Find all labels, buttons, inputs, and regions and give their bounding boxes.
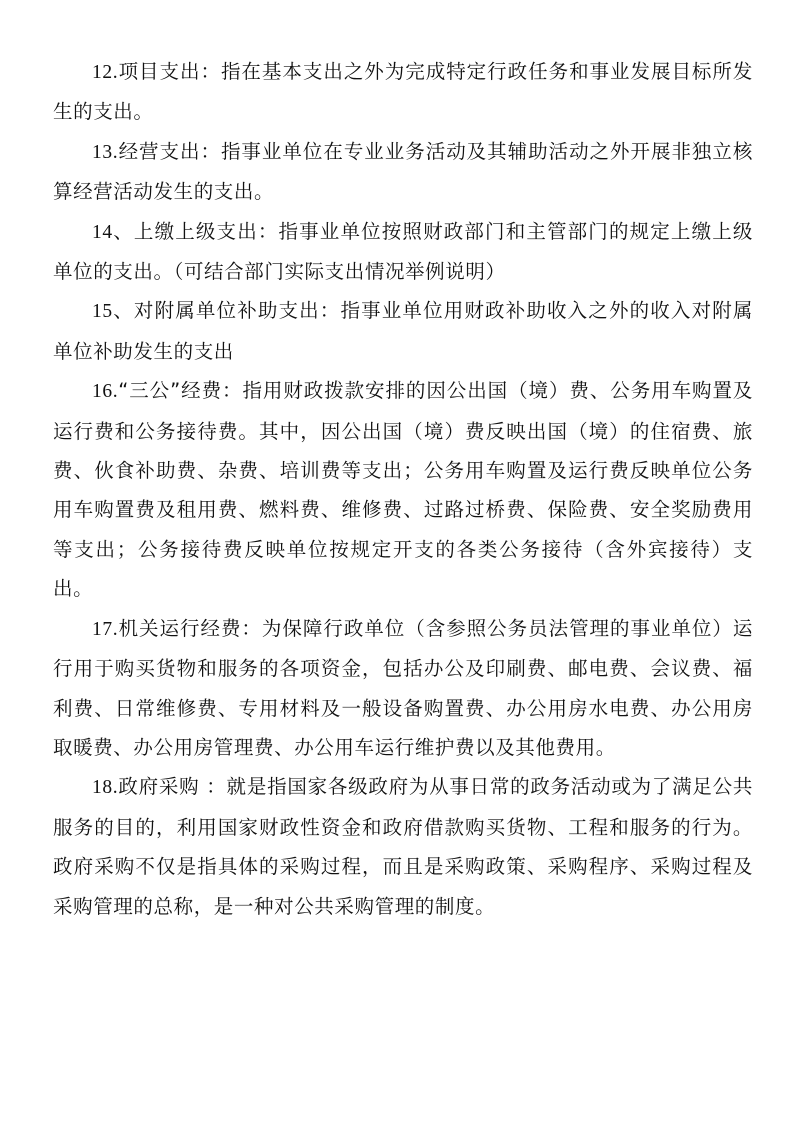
paragraph-text: 项目支出：指在基本支出之外为完成特定行政任务和事业发展目标所发生的支出。 bbox=[53, 60, 753, 124]
paragraph-text: 上缴上级支出：指事业单位按照财政部门和主管部门的规定上缴上级单位的支出。（可结合部门实际支出情况举例说明） bbox=[53, 219, 753, 284]
paragraph-text: 对附属单位补助支出：指事业单位用财政补助收入之外的收入对附属单位补助发生的支出 bbox=[53, 299, 753, 363]
paragraph-text: “三公”经费：指用财政拨款安排的因公出国（境）费、公务用车购置及运行费和公务接待费。其中，因公出国（境）费反映出国（境）的住宿费、旅费、伙食补助费、杂费、培训费等支出；公务用车购置及运行费反映单位公务用车购置费及租用费、燃料费、维修费、过路过桥费、保险费、安全奖励费用等支出；公务接待费反映单位按规定开支的各类公务接待（含外宾接待）支出。 bbox=[53, 379, 753, 601]
paragraph-item-18 bbox=[53, 767, 753, 926]
paragraph-item-12 bbox=[53, 52, 753, 132]
paragraph-number: 14、 bbox=[92, 221, 134, 243]
paragraph-item-16 bbox=[53, 371, 753, 608]
paragraph-number: 16. bbox=[92, 381, 119, 403]
paragraph-number: 15、 bbox=[92, 301, 134, 323]
document-body bbox=[53, 52, 753, 926]
paragraph-text: 机关运行经费：为保障行政单位（含参照公务员法管理的事业单位）运行用于购买货物和服务的各项资金，包括办公及印刷费、邮电费、会议费、福利费、日常维修费、专用材料及一般设备购置费、办公用房水电费、办公用房取暖费、办公用房管理费、办公用车运行维护费以及其他费用。 bbox=[53, 616, 753, 759]
paragraph-item-13 bbox=[53, 132, 753, 212]
paragraph-item-15 bbox=[53, 291, 753, 371]
paragraph-text: 政府采购 ：就是指国家各级政府为从事日常的政务活动或为了满足公共服务的目的，利用国家财政性资金和政府借款购买货物、工程和服务的行为。政府采购不仅是指具体的采购过程，而且是采购政策、采购程序、采购过程及采购管理的总称，是一种对公共采购管理的制度。 bbox=[53, 775, 753, 918]
paragraph-number: 12. bbox=[92, 62, 119, 83]
paragraph-item-14 bbox=[53, 212, 753, 292]
paragraph-item-17 bbox=[53, 609, 753, 768]
paragraph-number: 17. bbox=[92, 618, 119, 640]
paragraph-text: 经营支出：指事业单位在专业业务活动及其辅助活动之外开展非独立核算经营活动发生的支出。 bbox=[53, 139, 753, 204]
paragraph-number: 18. bbox=[92, 777, 119, 799]
paragraph-number: 13. bbox=[92, 141, 119, 163]
